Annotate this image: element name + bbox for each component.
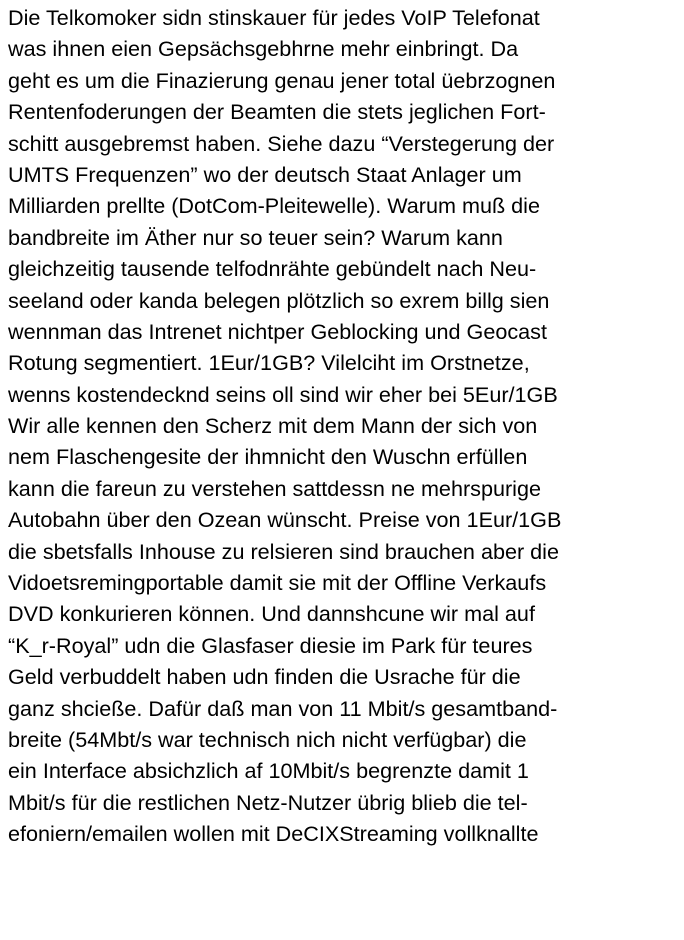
text-line: geht es um die Finazierung genau jener total üebrzognen [8, 67, 556, 93]
text-line: breite (54Mbt/s war technisch nich nicht verfügbar) die [8, 726, 527, 752]
text-line: “K_r-Royal” udn die Glasfaser diesie im Park für teures [8, 632, 533, 658]
text-line: was ihnen eien Gepsächsgebhrne mehr einbringt. Da [8, 36, 519, 62]
text-line: bandbreite im Äther nur so teuer sein? Warum kann [8, 224, 503, 250]
text-line: kann die fareun zu verstehen sattdessn ne mehrspurige [8, 475, 541, 501]
text-line: UMTS Frequenzen” wo der deutsch Staat Anlager um [8, 161, 522, 187]
text-line: Geld verbuddelt haben udn finden die Usrache für die [8, 664, 521, 690]
text-line: Mbit/s für die restlichen Netz-Nutzer übrig blieb die tel- [8, 789, 528, 815]
text-line: Rentenfoderungen der Beamten die stets jeglichen Fort- [8, 99, 546, 125]
text-line: Vidoetsremingportable damit sie mit der Offline Verkaufs [8, 570, 547, 596]
text-line: ein Interface absichzlich af 10Mbit/s begrenzte damit 1 [8, 758, 529, 784]
text-line: DVD konkurieren können. Und dannshcune wir mal auf [8, 601, 535, 627]
text-line: Die Telkomoker sidn stinskauer für jedes VoIP Telefonat [8, 5, 540, 30]
text-line: wenns kostendecknd seins oll sind wir eher bei 5Eur/1GB [8, 381, 558, 407]
text-line: wennman das Intrenet nichtper Geblocking und Geocast [8, 318, 547, 344]
text-line: efoniern/emailen wollen mit DeCIXStreaming vollknallte [8, 821, 539, 847]
text-line: die sbetsfalls Inhouse zu relsieren sind brauchen aber die [8, 538, 559, 564]
text-line: Rotung segmentiert. 1Eur/1GB? Vilelciht im Orstnetze, [8, 350, 530, 376]
text-line: nem Flaschengesite der ihmnicht den Wuschn erfüllen [8, 444, 528, 470]
body-text [8, 2, 684, 850]
text-line: seeland oder kanda belegen plötzlich so exrem billg sien [8, 287, 550, 313]
text-line: schitt ausgebremst haben. Siehe dazu “Verstegerung der [8, 130, 555, 156]
text-line: Wir alle kennen den Scherz mit dem Mann der sich von [8, 413, 538, 439]
text-line: Autobahn über den Ozean wünscht. Preise von 1Eur/1GB [8, 507, 562, 533]
text-line: ganz shcieße. Dafür daß man von 11 Mbit/s gesamtband- [8, 695, 558, 721]
text-line: gleichzeitig tausende telfodnrähte gebündelt nach Neu- [8, 256, 537, 282]
text-line: Milliarden prellte (DotCom-Pleitewelle). Warum muß die [8, 193, 540, 219]
